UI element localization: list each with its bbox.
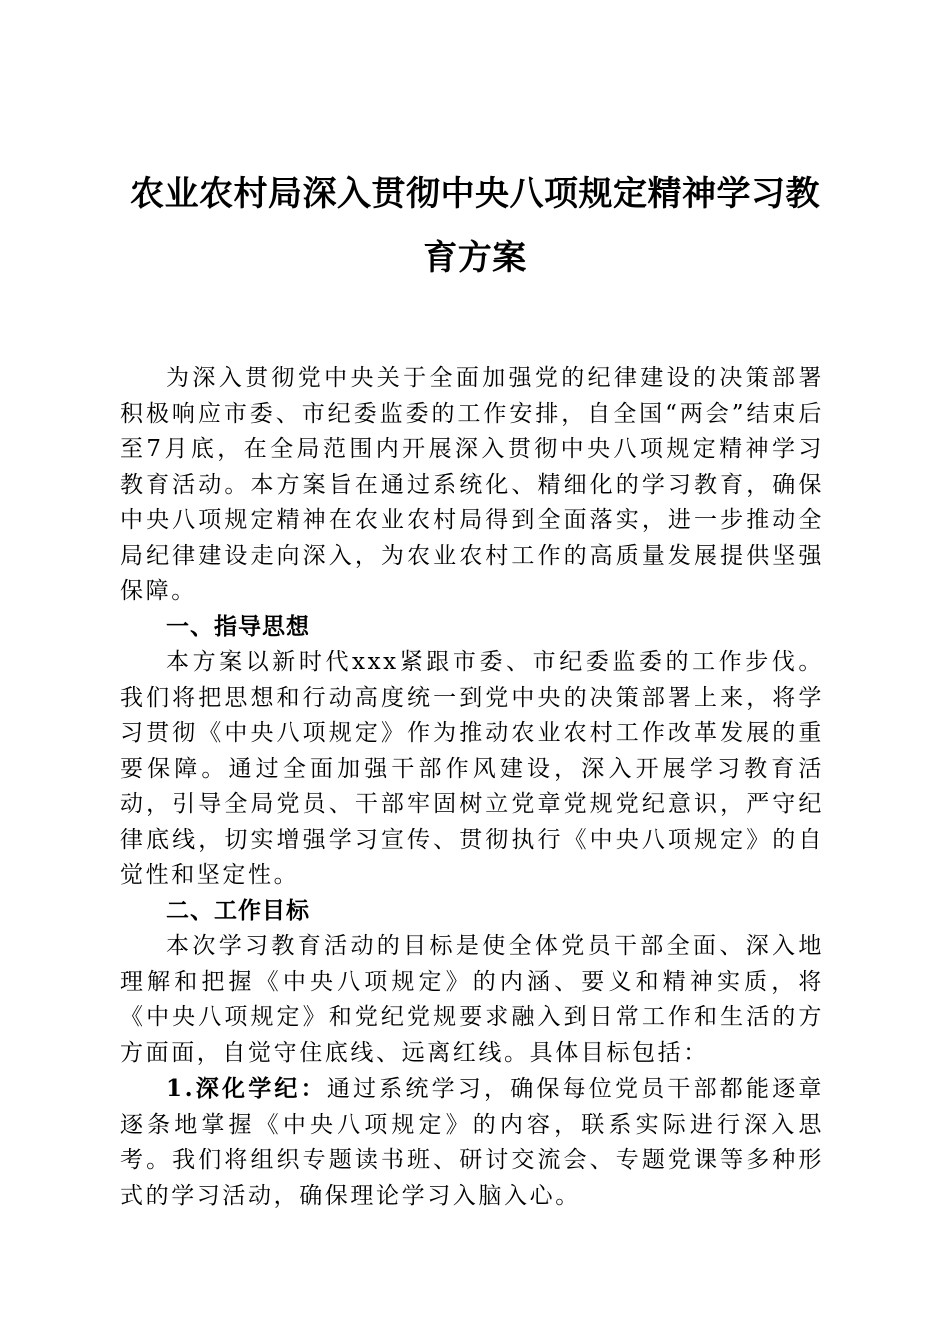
document-body bbox=[120, 361, 824, 1214]
goal-item-1-lead: 1.深化学纪： bbox=[166, 1075, 327, 1102]
document-title-line-1: 农业农村局深入贯彻中央八项规定精神学习教 bbox=[130, 174, 820, 214]
document-title bbox=[90, 162, 860, 290]
goal-item-1 bbox=[120, 1071, 824, 1214]
section-heading-work-goals: 二、工作目标 bbox=[166, 897, 310, 924]
goal-item-1-text: 通过系统学习，确保每位党员干部都能逐章逐条地掌握《中央八项规定》的内容，联系实际进行深入思考。我们将组织专题读书班、研讨交流会、专题党课等多种形式的学习活动，确保理论学习入脑入心。 bbox=[120, 1076, 824, 1209]
guiding-ideology-paragraph: 本方案以新时代xxx紧跟市委、市纪委监委的工作步伐。我们将把思想和行动高度统一到党中央的决策部署上来，将学习贯彻《中央八项规定》作为推动农业农村工作改革发展的重要保障。通过全面加强干部作风建设，深入开展学习教育活动，引导全局党员、干部牢固树立党章党规党纪意识，严守纪律底线，切实增强学习宣传、贯彻执行《中央八项规定》的自觉性和坚定性。 bbox=[120, 649, 824, 888]
intro-paragraph: 为深入贯彻党中央关于全面加强党的纪律建设的决策部署积极响应市委、市纪委监委的工作安排，自全国“两会”结束后至7月底，在全局范围内开展深入贯彻中央八项规定精神学习教育活动。本方案旨在通过系统化、精细化的学习教育，确保中央八项规定精神在农业农村局得到全面落实，进一步推动全局纪律建设走向深入，为农业农村工作的高质量发展提供坚强保障。 bbox=[120, 365, 824, 604]
document-title-line-2: 育方案 bbox=[423, 238, 527, 278]
section-heading-guiding-ideology: 一、指导思想 bbox=[166, 613, 310, 640]
work-goals-paragraph: 本次学习教育活动的目标是使全体党员干部全面、深入地理解和把握《中央八项规定》的内涵、要义和精神实质，将《中央八项规定》和党纪党规要求融入到日常工作和生活的方方面面，自觉守住底线、远离红线。具体目标包括： bbox=[120, 933, 824, 1066]
